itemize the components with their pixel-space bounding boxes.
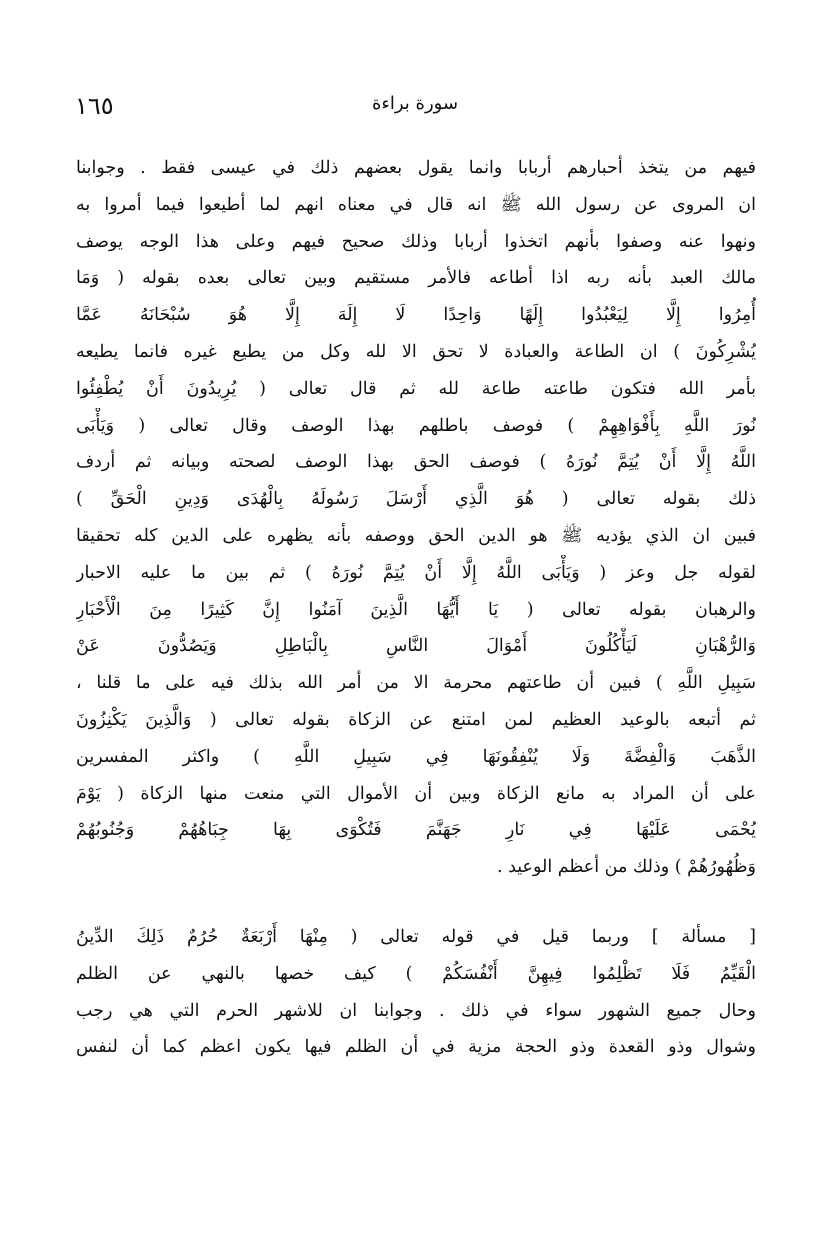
text-line: ذلك بقوله تعالى ( هُوَ الَّذِي أَرْسَلَ رَسُولَهُ بِالْهُدَى وَدِينِ الْحَقِّ ): [76, 489, 756, 510]
quran-verse-line: يُحْمَى عَلَيْهَا فِي نَارِ جَهَنَّمَ فَتُكْوَى بِهَا جِبَاهُهُمْ وَجُنُوبُهُمْ: [76, 820, 756, 841]
text-line: وَظُهُورُهُمْ ) وذلك من أعظم الوعيد .: [496, 857, 756, 878]
running-title: سورة براءة: [371, 93, 459, 114]
quran-verse-line: أُمِرُوا إِلَّا لِيَعْبُدُوا إِلَهًا وَاحِدًا لَا إِلَهَ إِلَّا هُوَ سُبْحَانَهُ عَمَّا: [76, 305, 756, 326]
text-line: مالك العبد بأنه ربه اذا أطاعه فالأمر مستقيم وبين تعالى بعده بقوله ( وَمَا: [76, 268, 756, 289]
body-text: [76, 150, 756, 1066]
text-line: يُشْرِكُونَ ) ان الطاعة والعبادة لا تحق الا لله وكل من يطيع غيره فانما يطيعه: [76, 341, 756, 362]
page-number: ١٦٥: [75, 92, 114, 120]
quran-verse-line: وَالرُّهْبَانِ لَيَأْكُلُونَ أَمْوَالَ النَّاسِ بِالْبَاطِلِ وَيَصُدُّونَ عَنْ: [76, 636, 756, 657]
text-line: ان المروى عن رسول الله ﷺ انه قال في معناه انهم لما أطيعوا فيما أمروا به: [76, 194, 756, 215]
text-line: بأمر الله فتكون طاعته طاعة لله ثم قال تعالى ( يُرِيدُونَ أَنْ يُطْفِئُوا: [76, 378, 756, 399]
text-line: الْقَيِّمُ فَلَا تَظْلِمُوا فِيهِنَّ أَنْفُسَكُمْ ) كيف خصها بالنهي عن الظلم: [76, 963, 756, 984]
text-line: وشوال وذو القعدة وذو الحجة مزية في أن الظلم فيها يكون اعظم كما أن لنفس: [76, 1037, 756, 1058]
text-line: وحال جميع الشهور سواء في ذلك . وجوابنا ان للاشهر الحرم التي هي رجب: [76, 1000, 756, 1021]
text-line: لقوله جل وعز ( وَيَأْبَى اللَّهُ إِلَّا أَنْ يُتِمَّ نُورَهُ ) ثم بين ما عليه الاحبار: [76, 562, 756, 583]
text-line: على أن المراد به مانع الزكاة وبين أن الأموال التي منعت منها الزكاة ( يَوْمَ: [76, 783, 756, 804]
paragraph: [76, 919, 756, 1066]
text-line: سَبِيلِ اللَّهِ ) فبين أن طاعتهم محرمة الا من أمر الله بذلك فيه على ما قلنا ،: [76, 673, 756, 694]
paragraph: [76, 150, 756, 886]
text-line: [ مسألة ] وربما قيل في قوله تعالى ( مِنْهَا أَرْبَعَةٌ حُرُمٌ ذَلِكَ الدِّينُ: [76, 926, 756, 947]
text-line: فيهم من يتخذ أحبارهم أربابا وانما يقول بعضهم ذلك في عيسى فقط . وجوابنا: [76, 158, 756, 178]
text-line: ونهوا عنه وصفوا بأنهم اتخذوا أربابا وذلك صحيح فيهم وعلى هذا الوجه يوصف: [76, 231, 756, 252]
text-line: فبين ان الذي يؤديه ﷺ هو الدين الحق ووصفه بأنه يظهره على الدين كله تحقيقا: [76, 525, 756, 546]
text-line: والرهبان بقوله تعالى ( يَا أَيُّهَا الَّذِينَ آمَنُوا إِنَّ كَثِيرًا مِنَ الْأَحْبَارِ: [76, 599, 756, 620]
text-line: الذَّهَبَ وَالْفِضَّةَ وَلَا يُنْفِقُونَهَا فِي سَبِيلِ اللَّهِ ) واكثر المفسرين: [76, 746, 756, 767]
text-line: نُورَ اللَّهِ بِأَفْوَاهِهِمْ ) فوصف باطلهم بهذا الوصف وقال تعالى ( وَيَأْبَى: [76, 415, 756, 436]
paragraph-gap: [76, 886, 756, 919]
text-line: ثم أتبعه بالوعيد العظيم لمن امتنع عن الزكاة بقوله تعالى ( وَالَّذِينَ يَكْنِزُونَ: [76, 709, 756, 730]
text-line: اللَّهُ إِلَّا أَنْ يُتِمَّ نُورَهُ ) فوصف الحق بهذا الوصف لصحته وبيانه ثم أردف: [76, 452, 756, 473]
